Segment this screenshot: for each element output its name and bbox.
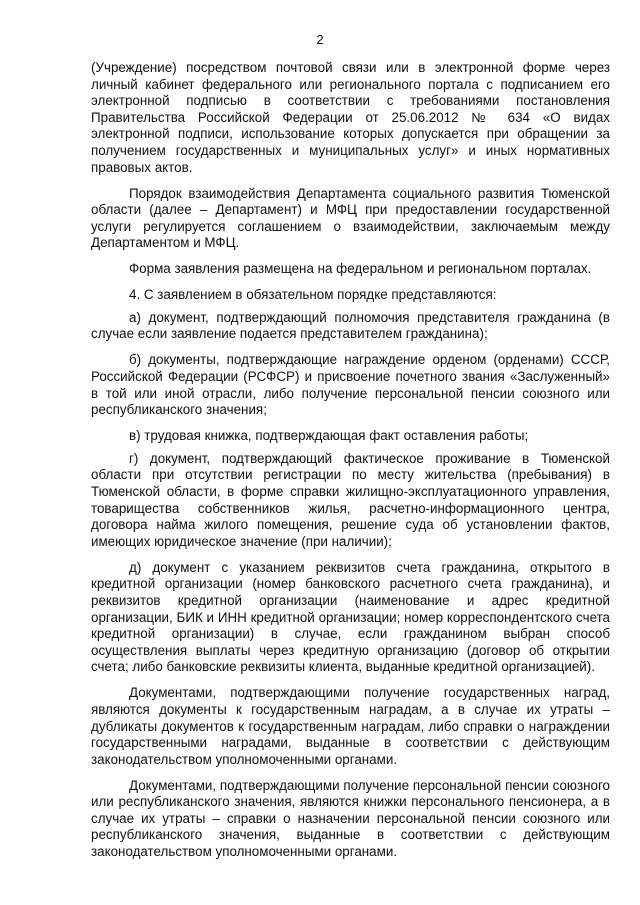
paragraph-personal-pension-docs: Документами, подтверждающими получение персональной пенсии союзного или республиканского значения, являются книжки персонального пенсионера, а в случае их утраты – справки о назначении персональной пенсии союзного или республиканского значения, выданные в соответствии с действующим законодательством уполномоченными органами. [91,777,610,860]
paragraph-continuation: (Учреждение) посредством почтовой связи или в электронной форме через личный кабинет федерального или регионального портала с подписанием его электронной подписью в соответствии с требованиями постановления Правительства Российской Федерации от 25.06.2012 № 634 «О видах электронной подписи, использование которых допускается при обращении за получением государственных и муниципальных услуг» и иных нормативных правовых актов. [91,60,610,175]
list-item-v: в) трудовая книжка, подтверждающая факт оставления работы; [129,428,529,444]
list-item-d: д) документ с указанием реквизитов счета гражданина, открытого в кредитной организации (номер банковского расчетного счета гражданина), и реквизитов кредитной организации (наименование и адрес кредитной организации, БИК и ИНН кредитной организации; номер корреспондентского счета кредитной организации) в случае, если гражданином выбран способ осуществления выплаты через кредитную организацию (договор об открытии счета; либо банковские реквизиты клиента, выданные кредитной организацией). [91,559,610,675]
list-item-a: а) документ, подтверждающий полномочия представителя гражданина (в случае если заявление подается представителем гражданина); [91,309,610,342]
page-number: 2 [316,32,324,47]
list-item-b: б) документы, подтверждающие награждение орденом (орденами) СССР, Российской Федерации (РСФСР) и присвоение почетного звания «Заслуженный» в той или иной отрасли, либо получение персональной пенсии союзного или республиканского значения; [91,352,610,418]
paragraph-clause-4: 4. С заявлением в обязательном порядке представляются: [129,287,497,303]
paragraph-state-awards-docs: Документами, подтверждающими получение государственных наград, являются документы к государственным наградам, а в случае их утраты – дубликаты документов к государственным наградам, либо справки о награждении государственными наградами, выданные в соответствии с действующим законодательством уполномоченными органами. [91,685,610,767]
document-body [91,60,610,870]
paragraph-interaction-order: Порядок взаимодействия Департамента социального развития Тюменской области (далее – Департамент) и МФЦ при предоставлении государственной услуги регулируется соглашением о взаимодействии, заключаемым между Департаментом и МФЦ. [91,185,610,251]
paragraph-application-form: Форма заявления размещена на федеральном и региональном порталах. [129,261,592,277]
list-item-g: г) документ, подтверждающий фактическое проживание в Тюменской области при отсутствии регистрации по месту жительства (пребывания) в Тюменской области, в форме справки жилищно-эксплуатационного управления, товарищества собственников жилья, расчетно-информационного центра, договора найма жилого помещения, решение суда об установлении фактов, имеющих юридическое значение (при наличии); [91,450,610,549]
